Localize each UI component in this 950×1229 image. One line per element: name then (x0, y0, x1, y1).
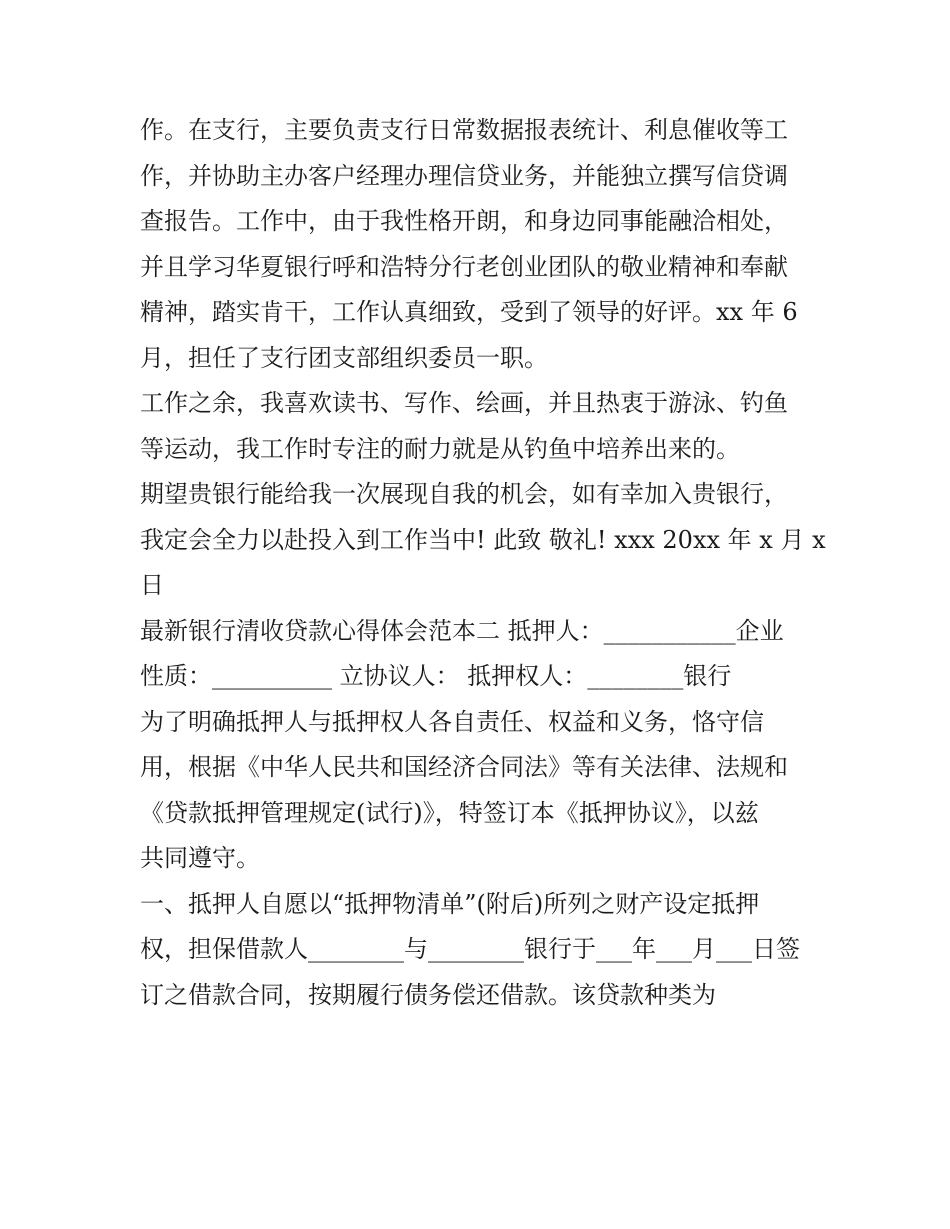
paragraph-closing (140, 472, 826, 609)
document-body (140, 108, 826, 1018)
text-line: 订之借款合同，按期履行债务偿还借款。该贷款种类为 (140, 980, 716, 1009)
text-line: 工作之余，我喜欢读书、写作、绘画，并且热衷于游泳、钓鱼 (140, 389, 788, 417)
paragraph-hobbies (140, 381, 820, 472)
text-line: 精神，踏实肯干，工作认真细致，受到了领导的好评。xx 年 6 (140, 298, 798, 326)
text-line: 作，并协助主办客户经理办理信贷业务，并能独立撰写信贷调 (140, 161, 788, 190)
text-line: 查报告。工作中，由于我性格开朗，和身边同事能融洽相处， (140, 207, 788, 235)
text-line: 性质：__________ 立协议人： 抵押权人：________银行 (140, 662, 732, 690)
text-line: 最新银行清收贷款心得体会范本二 抵押人：___________企业 (140, 616, 784, 645)
text-line: 为了明确抵押人与抵押权人各自责任、权益和义务，恪守信 (140, 707, 764, 736)
text-line: 《贷款抵押管理规定(试行)》，特签订本《抵押协议》，以兹 (140, 798, 759, 827)
text-line: 权，担保借款人________与________银行于___年___月___日签 (140, 935, 800, 963)
text-line: 共同遵守。 (140, 844, 260, 872)
paragraph-agreement-purpose (140, 700, 820, 882)
text-line: 期望贵银行能给我一次展现自我的机会，如有幸加入贵银行， (140, 480, 788, 508)
text-line: 一、抵押人自愿以“抵押物清单”(附后)所列之财产设定抵押 (140, 889, 760, 918)
text-line: 我定会全力以赴投入到工作当中! 此致 敬礼! xxx 20xx 年 x 月 x (140, 525, 826, 554)
text-line: 月，担任了支行团支部组织委员一职。 (140, 343, 548, 372)
text-line: 等运动，我工作时专注的耐力就是从钓鱼中培养出来的。 (140, 434, 740, 463)
text-line: 用，根据《中华人民共和国经济合同法》等有关法律、法规和 (140, 753, 788, 781)
text-line: 并且学习华夏银行呼和浩特分行老创业团队的敬业精神和奉献 (140, 252, 788, 281)
paragraph-work-experience (140, 108, 820, 381)
paragraph-agreement-header (140, 609, 820, 700)
text-line: 作。在支行，主要负责支行日常数据报表统计、利息催收等工 (140, 116, 788, 144)
text-line: 日 (140, 571, 164, 599)
paragraph-clause-one (140, 882, 820, 1019)
